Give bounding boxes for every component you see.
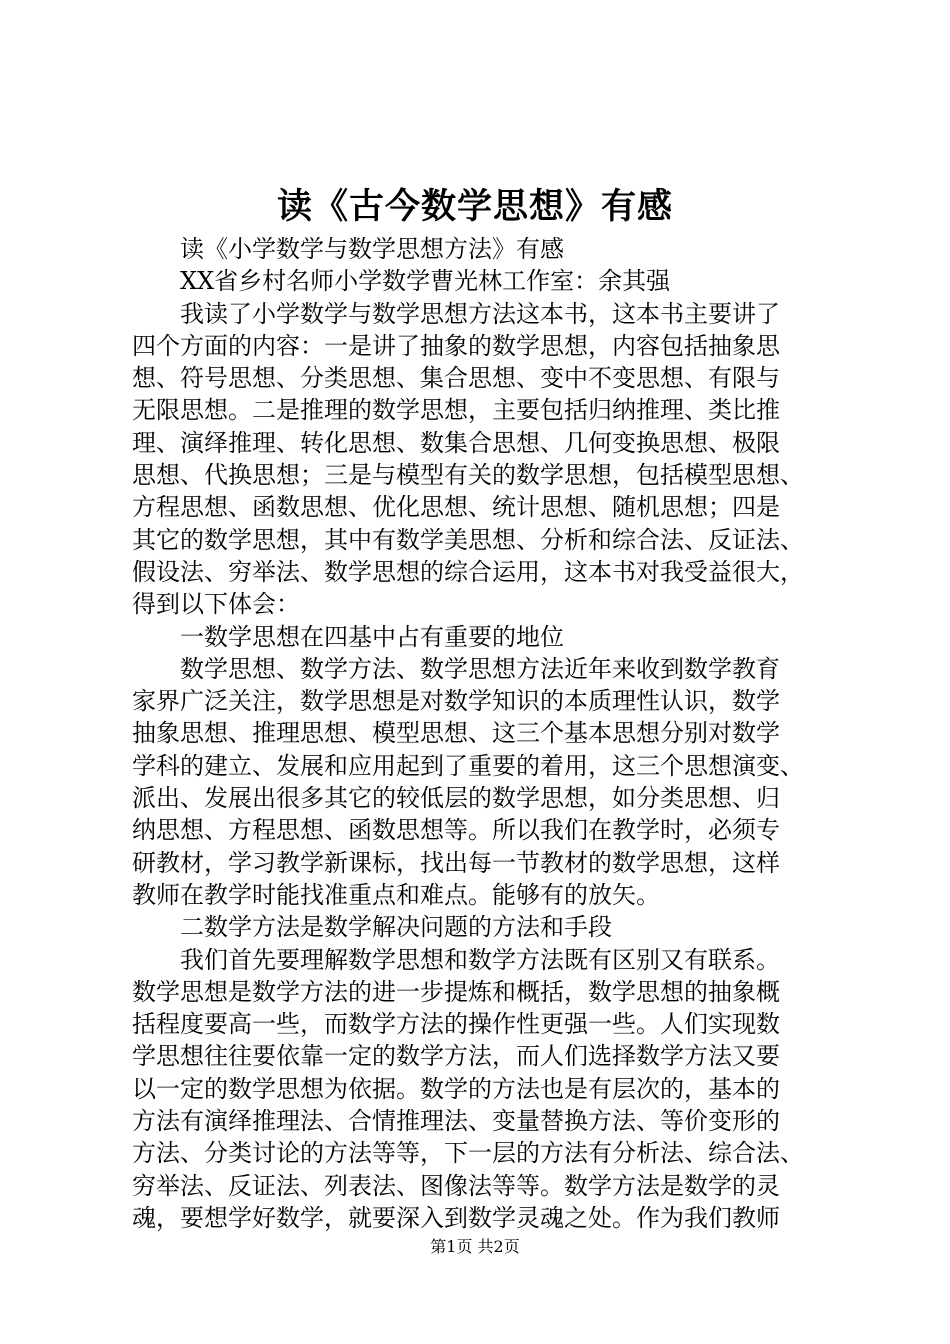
text-line: 得到以下体会： xyxy=(132,590,300,619)
text-line: 研教材，学习教学新课标，找出每一节教材的数学思想，这样 xyxy=(132,848,780,877)
text-line: 括程度要高一些，而数学方法的操作性更强一些。人们实现数 xyxy=(132,1010,780,1039)
text-line: 四个方面的内容：一是讲了抽象的数学思想，内容包括抽象思 xyxy=(132,331,780,360)
text-line: 二数学方法是数学解决问题的方法和手段 xyxy=(180,913,612,942)
text-line: 读《小学数学与数学思想方法》有感 xyxy=(180,235,564,263)
text-line: 抽象思想、推理思想、模型思想、这三个基本思想分别对数学 xyxy=(132,719,780,748)
document-body xyxy=(132,233,832,1234)
text-line: 学科的建立、发展和应用起到了重要的着用，这三个思想演变、 xyxy=(132,751,804,780)
text-line: 教师在教学时能找准重点和难点。能够有的放矢。 xyxy=(132,880,660,909)
page-footer: 第1页 共2页 xyxy=(430,1237,520,1256)
text-line: 方法有演绎推理法、合情推理法、变量替换方法、等价变形的 xyxy=(132,1107,780,1136)
text-line: XX省乡村名师小学数学曹光林工作室：余其强 xyxy=(180,267,671,296)
text-line: 穷举法、反证法、列表法、图像法等等。数学方法是数学的灵 xyxy=(132,1171,780,1200)
text-line: 方程思想、函数思想、优化思想、统计思想、随机思想；四是 xyxy=(132,493,780,522)
text-line: 派出、发展出很多其它的较低层的数学思想，如分类思想、归 xyxy=(132,784,780,813)
text-line: 我读了小学数学与数学思想方法这本书，这本书主要讲了 xyxy=(180,299,780,328)
text-line: 无限思想。二是推理的数学思想，主要包括归纳推理、类比推 xyxy=(132,396,780,425)
document-title: 读《古今数学思想》有感 xyxy=(276,186,673,227)
text-line: 一数学思想在四基中占有重要的地位 xyxy=(180,622,564,651)
text-line: 学思想往往要依靠一定的数学方法，而人们选择数学方法又要 xyxy=(132,1042,780,1071)
text-line: 想、符号思想、分类思想、集合思想、变中不变思想、有限与 xyxy=(132,364,780,393)
text-line: 方法、分类讨论的方法等等，下一层的方法有分析法、综合法、 xyxy=(132,1139,804,1168)
text-line: 纳思想、方程思想、函数思想等。所以我们在教学时，必须专 xyxy=(132,816,780,845)
text-line: 数学思想是数学方法的进一步提炼和概括，数学思想的抽象概 xyxy=(132,977,780,1006)
text-line: 数学思想、数学方法、数学思想方法近年来收到数学教育 xyxy=(180,654,780,683)
text-line: 魂，要想学好数学，就要深入到数学灵魂之处。作为我们教师 xyxy=(132,1203,780,1232)
text-line: 以一定的数学思想为依据。数学的方法也是有层次的，基本的 xyxy=(132,1074,780,1103)
text-line: 理、演绎推理、转化思想、数集合思想、几何变换思想、极限 xyxy=(132,428,780,457)
text-line: 我们首先要理解数学思想和数学方法既有区别又有联系。 xyxy=(180,945,780,974)
text-line: 思想、代换思想；三是与模型有关的数学思想，包括模型思想、 xyxy=(132,461,804,490)
text-line: 家界广泛关注，数学思想是对数学知识的本质理性认识，数学 xyxy=(132,687,780,716)
text-line: 其它的数学思想，其中有数学美思想、分析和综合法、反证法、 xyxy=(132,525,804,554)
text-line: 假设法、穷举法、数学思想的综合运用，这本书对我受益很大， xyxy=(132,557,804,586)
